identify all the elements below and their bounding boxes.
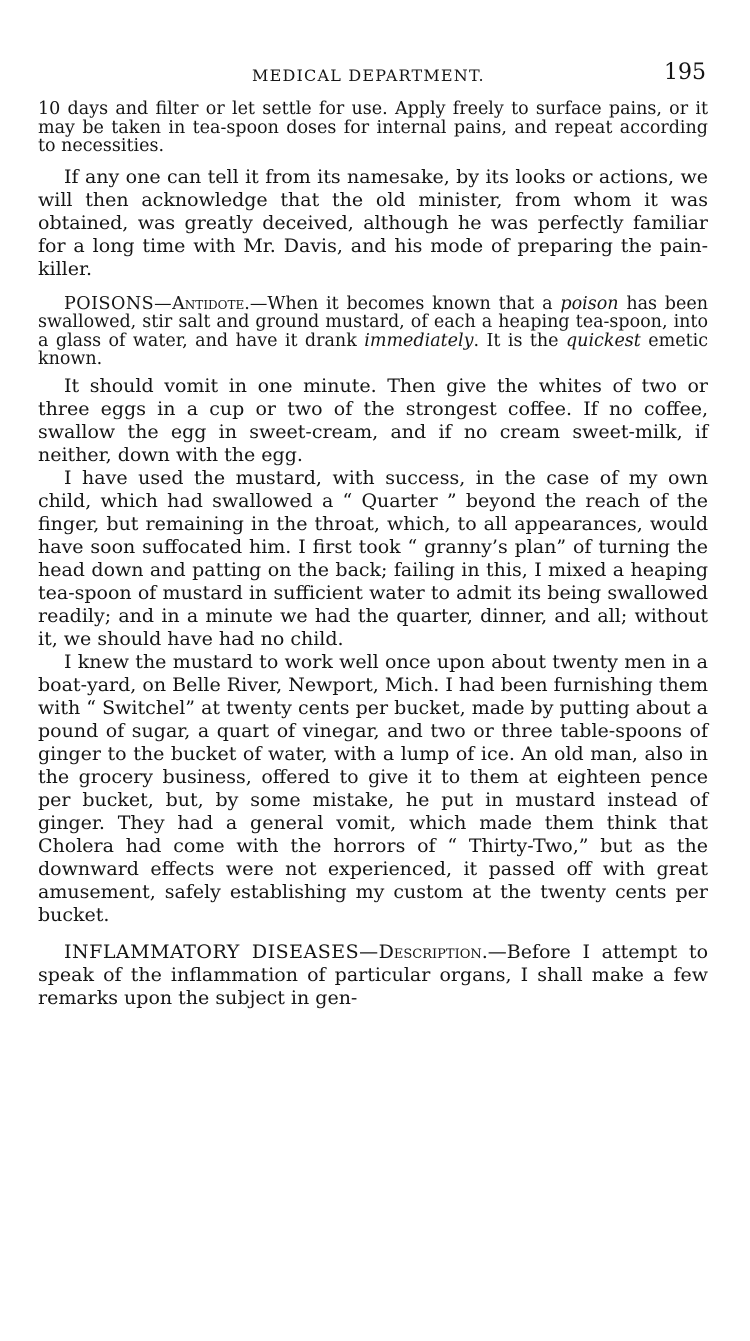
text-segment: —Before I attempt to speak of the inflammation of particular organs, I shall make a few remarks upon the subject in gen- <box>38 940 709 1009</box>
running-title: MEDICAL DEPARTMENT. <box>252 66 485 85</box>
paragraph-poisons <box>38 295 708 369</box>
book-page <box>38 60 708 1010</box>
page-number: 195 <box>664 60 706 85</box>
paragraph-1: 10 days and filter or let settle for use. Apply freely to surface pains, or it may be taken in tea-spoon doses for internal pains, and repeat according to necessities. <box>38 99 708 156</box>
italic-term: poison <box>560 293 619 314</box>
section-heading-inflammatory: INFLAMMATORY DISEASES— <box>64 940 379 963</box>
subheading-description: Description. <box>378 940 488 963</box>
text-segment: . It is the <box>473 330 566 351</box>
paragraph-2: If any one can tell it from its namesake, by its looks or actions, we will then acknowledge that the old minister, from whom it was obtained, was greatly deceived, although he was perfectly familiar for a long time with Mr. Davis, and his mode of preparing the pain-killer. <box>38 165 708 280</box>
text-segment: —When it becomes known that a <box>249 293 561 314</box>
text-segment: emetic known. <box>38 330 708 369</box>
text-segment: has been swallowed, stir salt and ground mustard, of each a heaping tea-spoon, into a glass of water, and have it drank <box>38 293 708 351</box>
paragraph-inflammatory <box>38 941 708 1010</box>
section-heading-poisons: POISONS— <box>64 293 173 314</box>
paragraph-5: I have used the mustard, with success, in the case of my own child, which had swallowed a “ Quarter ” beyond the reach of the finger, but remaining in the throat, which, to all appearances, would have soon suffocated him. I first took “ granny’s plan” of turning the head down and patting on the back; failing in this, I mixed a heaping tea-spoon of mustard in sufficient water to admit its being swallowed readily; and in a minute we had the quarter, dinner, and all; without it, we should have had no child. <box>38 466 708 650</box>
running-head <box>38 60 708 100</box>
italic-term: quickest <box>565 330 641 351</box>
paragraph-6: I knew the mustard to work well once upon about twenty men in a boat-yard, on Belle River, Newport, Mich. I had been furnishing them with “ Switchel” at twenty cents per bucket, made by putting about a pound of sugar, a quart of vinegar, and two or three table-spoons of ginger to the bucket of water, with a lump of ice. An old man, also in the grocery business, offered to give it to them at eighteen pence per bucket, but, by some mistake, he put in mustard instead of ginger. They had a general vomit, which made them think that Cholera had come with the horrors of “ Thirty-Two,” but as the downward effects were not experienced, it passed off with great amusement, safely establishing my custom at the twenty cents per bucket. <box>38 650 708 926</box>
paragraph-4: It should vomit in one minute. Then give the whites of two or three eggs in a cup or two of the strongest coffee. If no coffee, swallow the egg in sweet-cream, and if no cream sweet-milk, if neither, down with the egg. <box>38 374 708 466</box>
subheading-antidote: Antidote. <box>172 293 250 314</box>
italic-term: immediately <box>364 330 474 351</box>
